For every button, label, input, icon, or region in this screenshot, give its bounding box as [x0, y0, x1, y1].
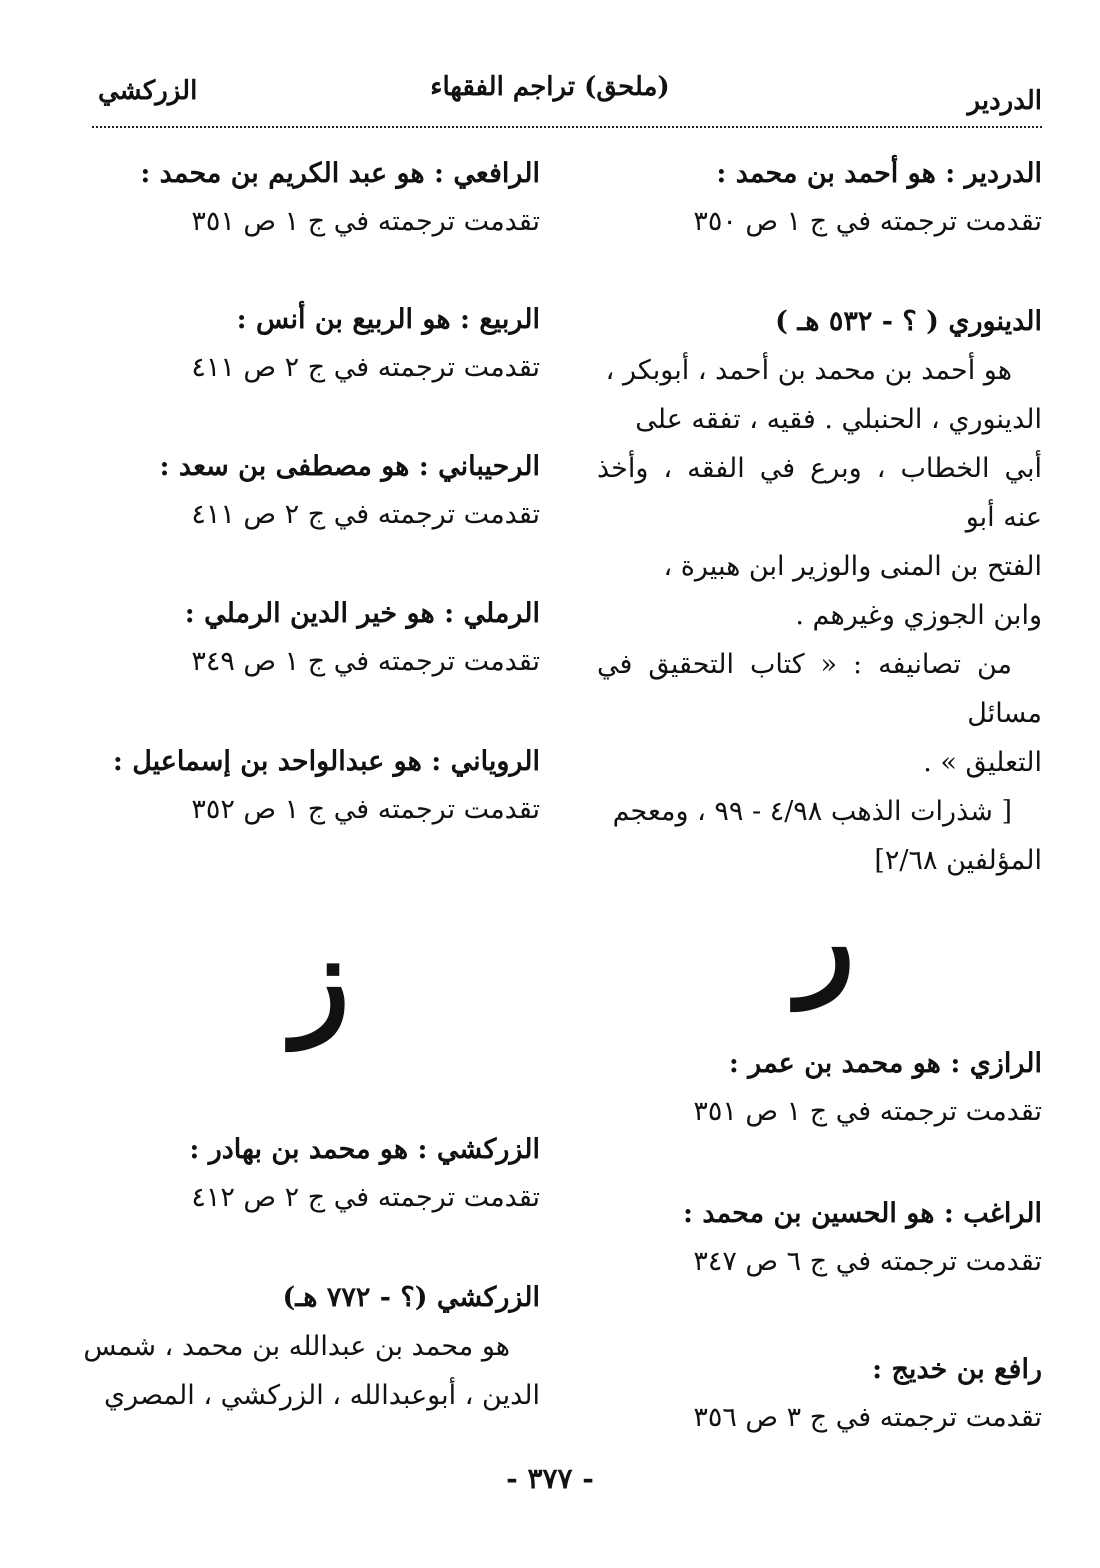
entry-heading: الراغب : هو الحسين بن محمد :: [683, 1198, 1042, 1229]
entry-razi: [597, 1040, 1042, 1136]
entry-heading: الزركشي : هو محمد بن بهادر :: [189, 1134, 540, 1165]
header-left-title: الزركشي: [98, 76, 198, 106]
works-line: التعليق » .: [923, 747, 1042, 778]
entry-dardir: [597, 150, 1042, 246]
entry-heading: الرازي : هو محمد بن عمر :: [728, 1048, 1042, 1079]
entry-dinawari: [597, 298, 1042, 885]
entry-raghib: [597, 1190, 1042, 1286]
entry-reference: تقدمت ترجمته في ج ٢ ص ٤١١: [191, 352, 540, 383]
page-number: - ٣٧٧ -: [506, 1462, 594, 1495]
entry-heading: الرملي : هو خير الدين الرملي :: [184, 598, 540, 629]
entry-zarkashi-1: [70, 1126, 540, 1222]
entry-heading: الدينوري ( ؟ - ٥٣٢ هـ ): [775, 306, 1042, 337]
header-right-title: الدردير: [967, 86, 1042, 116]
entry-reference: تقدمت ترجمته في ج ٢ ص ٤١٢: [191, 1182, 540, 1213]
entry-reference: تقدمت ترجمته في ج ٢ ص ٤١١: [191, 499, 540, 530]
bio-line: وابن الجوزي وغيرهم .: [795, 600, 1042, 631]
sources-line: المؤلفين ٢/٦٨]: [874, 845, 1042, 876]
entry-reference: تقدمت ترجمته في ج ٣ ص ٣٥٦: [693, 1402, 1042, 1433]
entry-heading: الروياني : هو عبدالواحد بن إسماعيل :: [112, 746, 540, 777]
entry-reference: تقدمت ترجمته في ج ٦ ص ٣٤٧: [693, 1246, 1042, 1277]
sources-line: [ شذرات الذهب ٤/٩٨ - ٩٩ ، ومعجم: [612, 796, 1012, 827]
entry-reference: تقدمت ترجمته في ج ١ ص ٣٤٩: [191, 646, 540, 677]
entry-heading: الرافعي : هو عبد الكريم بن محمد :: [140, 158, 540, 189]
bio-line: الدينوري ، الحنبلي . فقيه ، تفقه على: [635, 404, 1042, 435]
entry-heading: الدردير : هو أحمد بن محمد :: [716, 158, 1042, 189]
bio-line: الفتح بن المنى والوزير ابن هبيرة ،: [663, 551, 1042, 582]
entry-heading: الزركشي (؟ - ٧٧٢ هـ): [282, 1282, 540, 1313]
entry-reference: تقدمت ترجمته في ج ١ ص ٣٥١: [191, 206, 540, 237]
entry-rafii: [70, 150, 540, 246]
entry-ruyani: [70, 738, 540, 834]
entry-rabi: [70, 296, 540, 392]
section-letter-ra: ر: [797, 869, 855, 1010]
works-line: من تصانيفه : « كتاب التحقيق في مسائل: [597, 649, 1042, 729]
header-center-title: (ملحق) تراجم الفقهاء: [430, 72, 670, 102]
header-dotted-rule: [92, 126, 1042, 128]
entry-ruhaybani: [70, 443, 540, 539]
entry-heading: رافع بن خديج :: [872, 1354, 1042, 1385]
entry-reference: تقدمت ترجمته في ج ١ ص ٣٥٠: [693, 206, 1042, 237]
entry-rafi-khadij: [597, 1346, 1042, 1442]
entry-zarkashi-2: [70, 1274, 540, 1420]
section-letter-zay: ز: [292, 909, 350, 1050]
entry-ramli: [70, 590, 540, 686]
bio-line: الدين ، أبوعبدالله ، الزركشي ، المصري: [103, 1380, 540, 1411]
entry-heading: الرحيباني : هو مصطفى بن سعد :: [159, 451, 540, 482]
bio-line: هو محمد بن عبدالله بن محمد ، شمس: [83, 1331, 510, 1362]
entry-heading: الربيع : هو الربيع بن أنس :: [236, 304, 540, 335]
entry-reference: تقدمت ترجمته في ج ١ ص ٣٥٢: [191, 794, 540, 825]
entry-reference: تقدمت ترجمته في ج ١ ص ٣٥١: [693, 1096, 1042, 1127]
bio-line: أبي الخطاب ، وبرع في الفقه ، وأخذ عنه أبو: [597, 453, 1042, 533]
bio-line: هو أحمد بن محمد بن أحمد ، أبوبكر ،: [605, 355, 1012, 386]
